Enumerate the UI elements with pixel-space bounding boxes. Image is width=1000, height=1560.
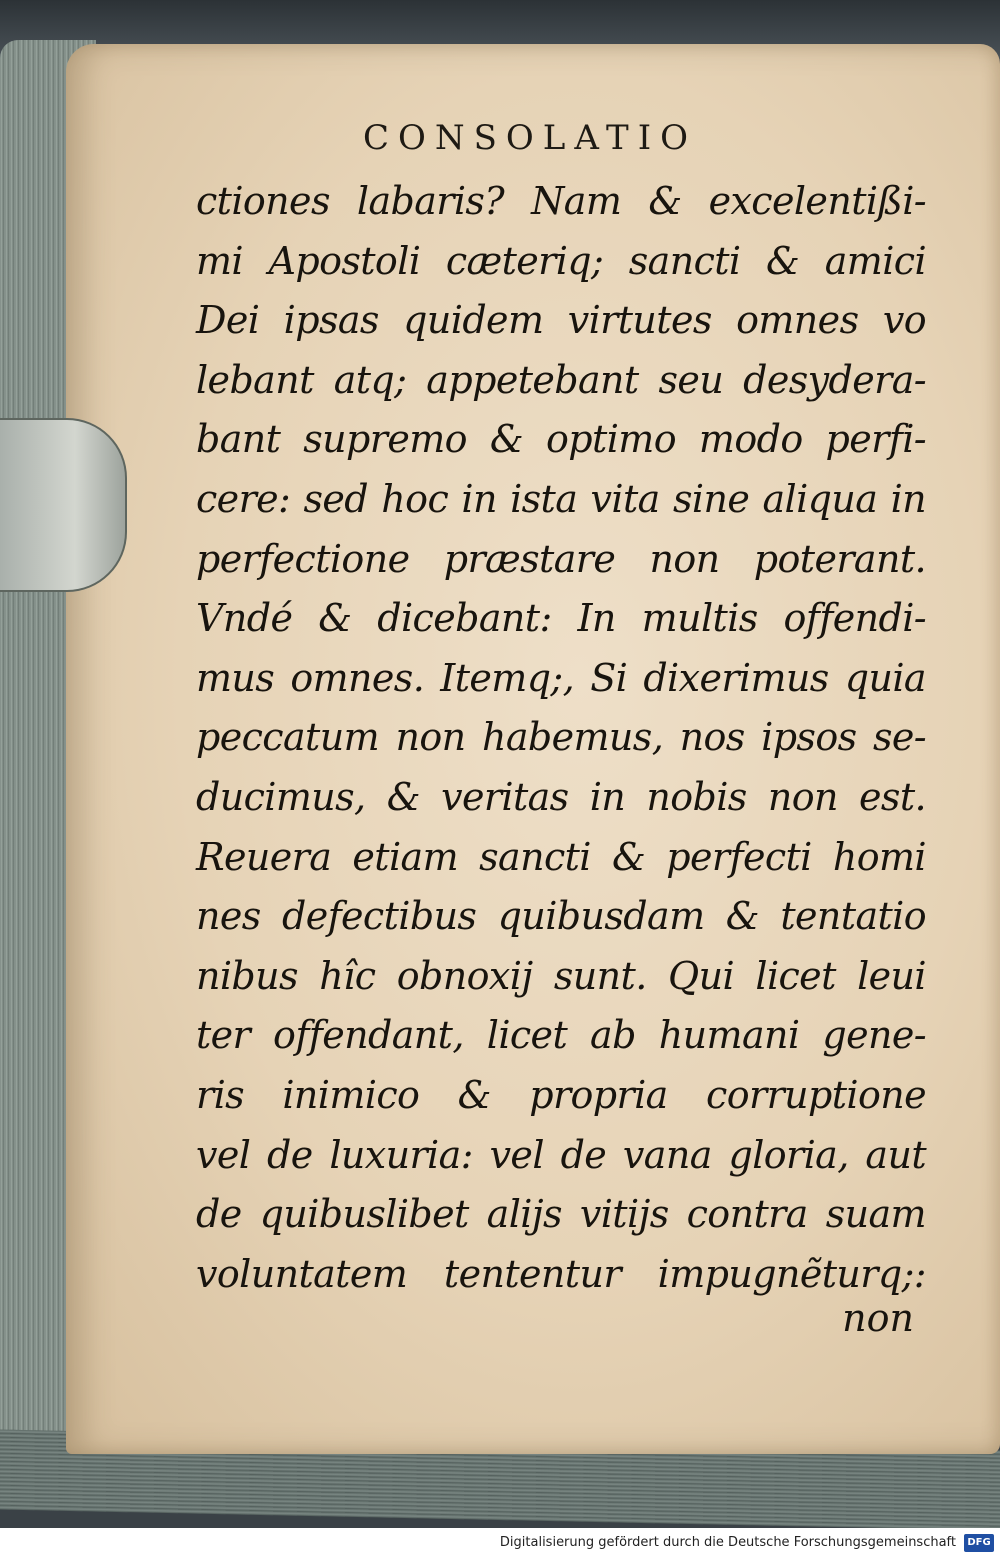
text-line: vel de luxuria: vel de vana gloria, aut (196, 1132, 926, 1177)
footer-credit: Digitalisierung gefördert durch die Deutsche Forschungsgemeinschaft (499, 1535, 956, 1550)
text-line: Reuera etiam sancti & perfecti homi (196, 834, 926, 879)
text-line: ctiones labaris? Nam & excelentißi- (196, 179, 926, 223)
text-line: de quibuslibet alijs vitijs contra suam (196, 1192, 926, 1237)
catchword: non (842, 1296, 914, 1340)
text-line: nibus hîc obnoxij sunt. Qui licet leui (196, 953, 926, 998)
text-line: voluntatem tententur impugnẽturq;: (196, 1251, 926, 1296)
text-block (196, 172, 926, 1304)
text-line: ter offendant, licet ab humani gene- (196, 1013, 926, 1058)
text-line: cere: sed hoc in ista vita sine aliqua in (196, 476, 926, 521)
text-line: lebant atq; appetebant seu desydera- (196, 357, 926, 402)
text-line: mi Apostoli cæteriq; sancti & amici (196, 238, 926, 283)
book-clasp (0, 418, 127, 592)
text-line: mus omnes. Itemq;, Si dixerimus quia (196, 655, 926, 700)
dfg-logo: DFG (964, 1534, 994, 1552)
text-line: perfectione præstare non poterant. (196, 536, 926, 581)
footer-bar (0, 1528, 1000, 1560)
text-line: ris inimico & propria corruptione (196, 1072, 926, 1117)
running-head: CONSOLATIO (362, 118, 698, 158)
text-line: peccatum non habemus, nos ipsos se- (196, 715, 926, 760)
text-line: bant supremo & optimo modo perfi- (196, 417, 926, 462)
text-line: nes defectibus quibusdam & tentatio (196, 894, 926, 939)
text-line: Vndé & dicebant: In multis offendi- (196, 596, 926, 641)
text-line: Dei ipsas quidem virtutes omnes vo (196, 298, 926, 343)
text-line: ducimus, & veritas in nobis non est. (196, 774, 926, 819)
